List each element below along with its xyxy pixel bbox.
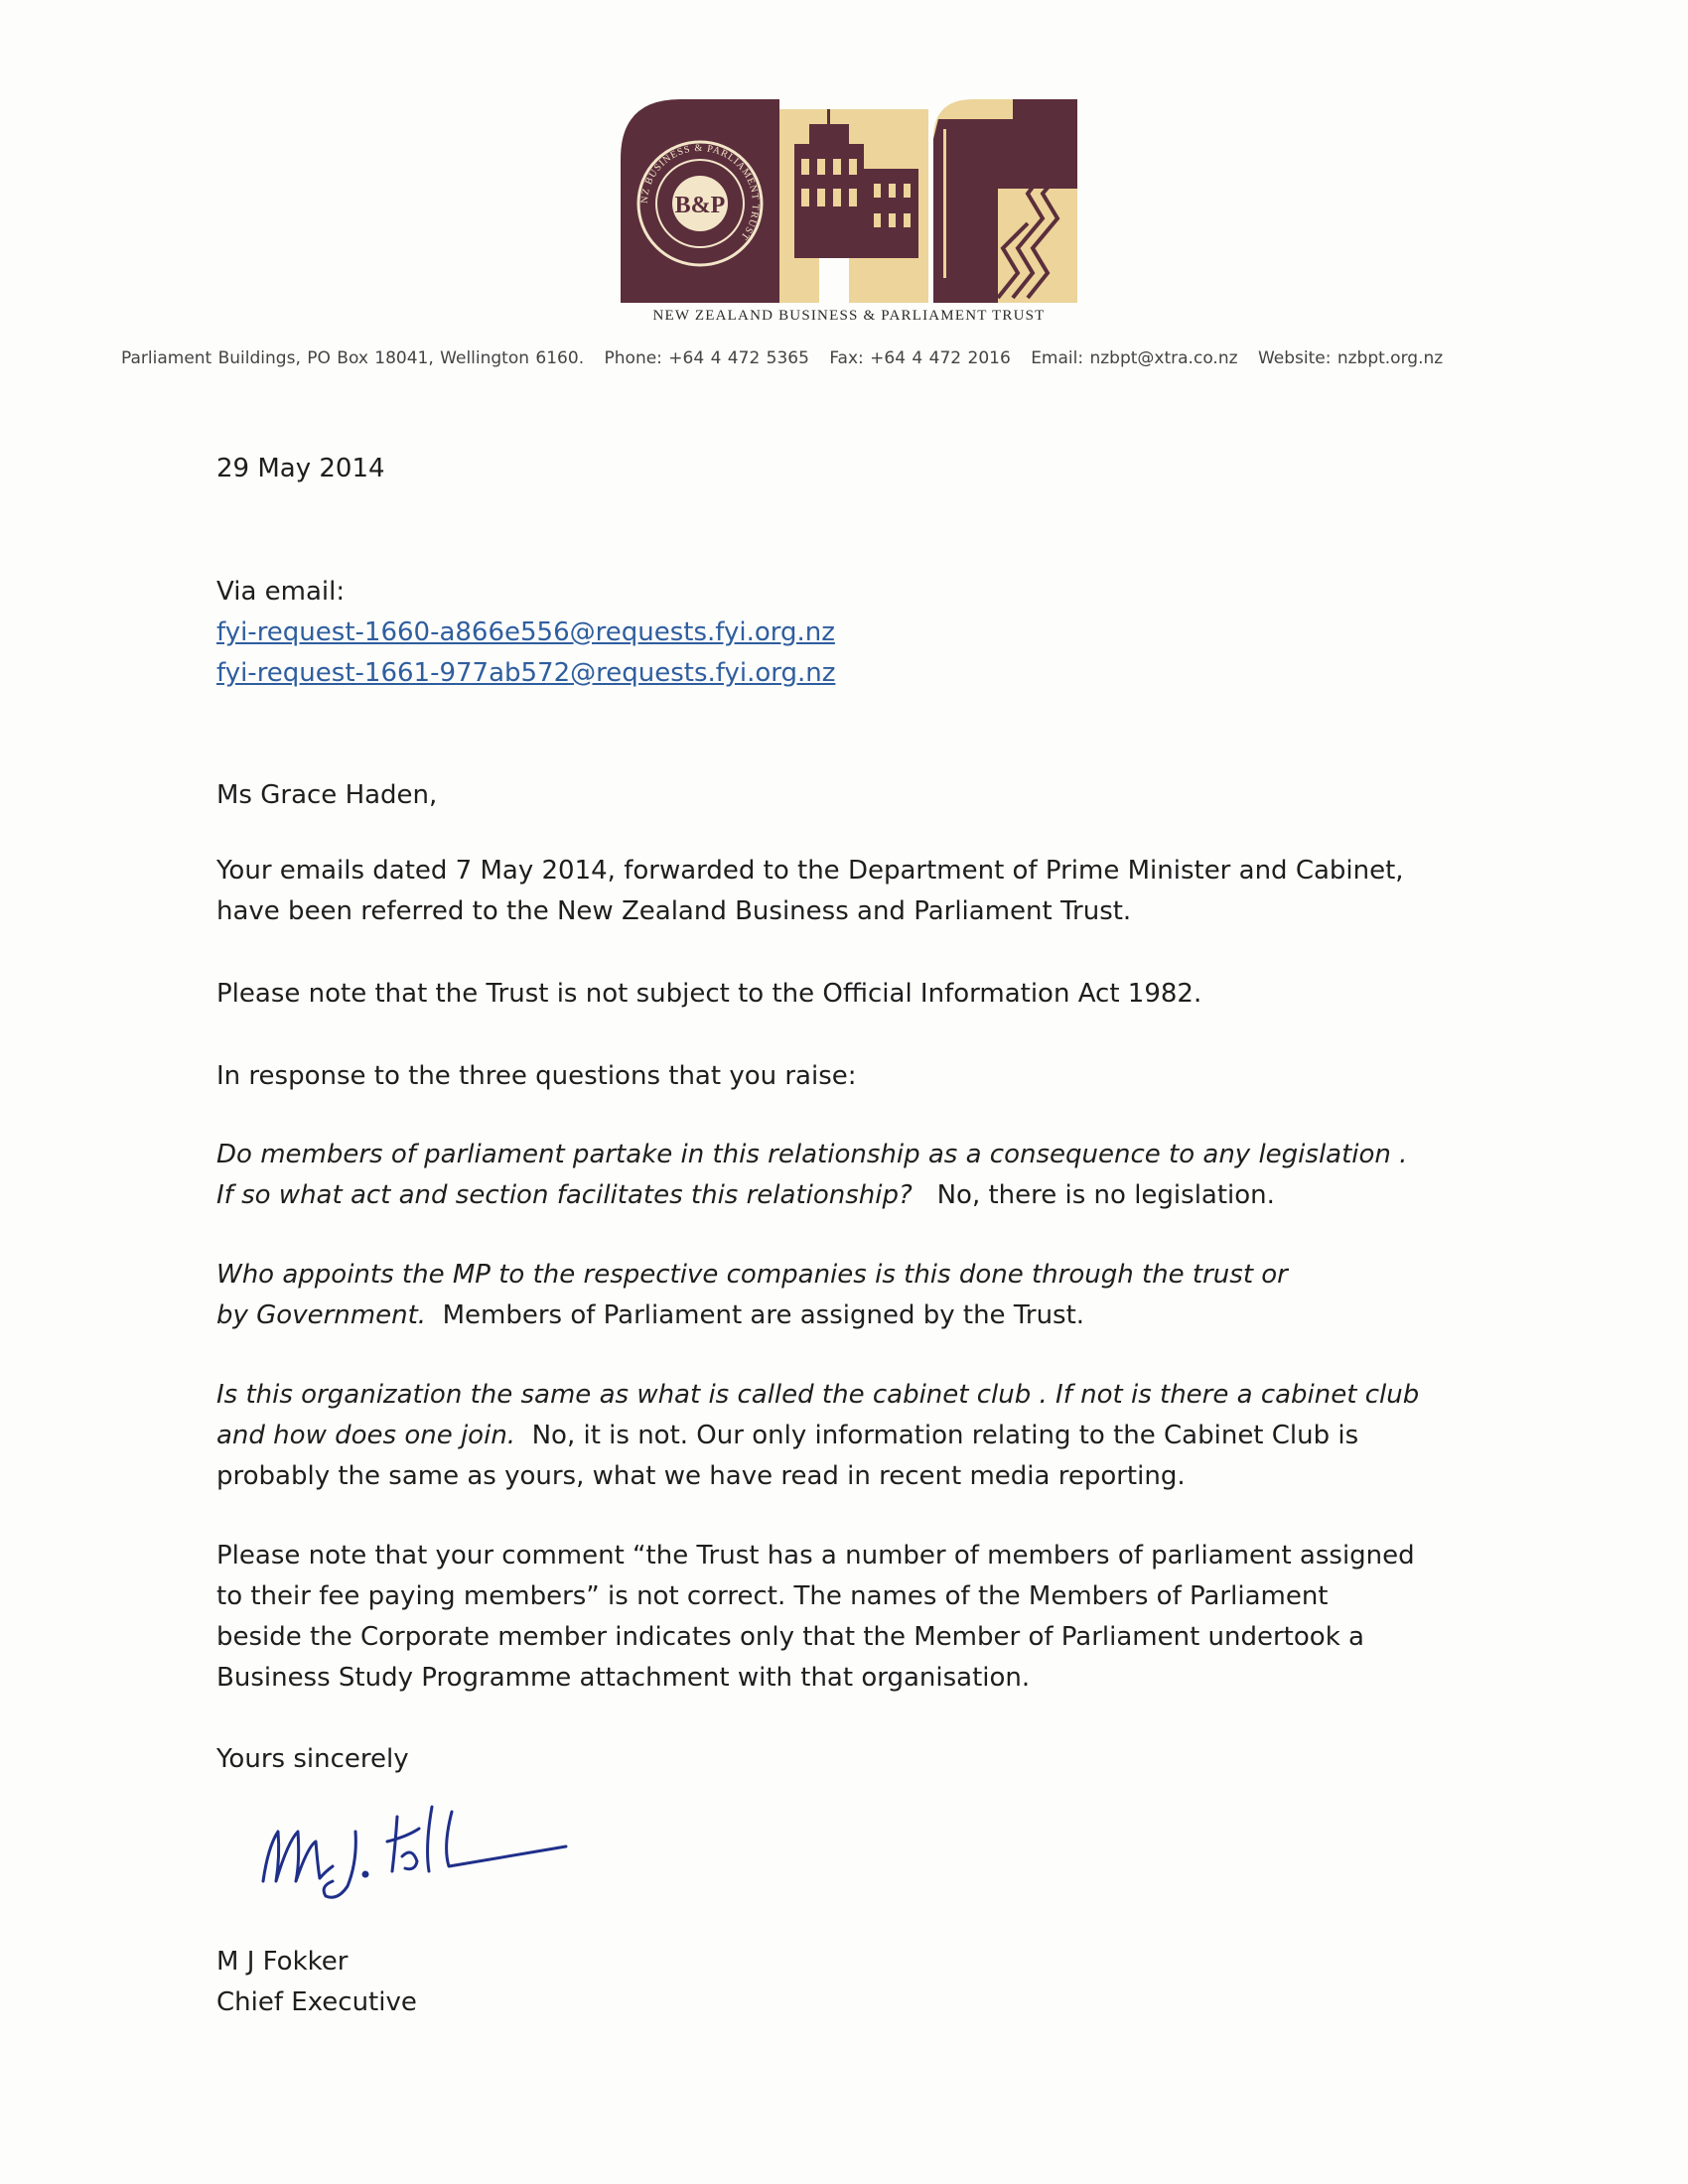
paragraph-2: Please note that the Trust is not subject to the Official Information Act 1982. <box>216 979 1202 1009</box>
salutation: Ms Grace Haden, <box>216 780 438 810</box>
paragraph-1-line-1: Your emails dated 7 May 2014, forwarded to the Department of Prime Minister and Cabinet, <box>216 856 1404 886</box>
closing: Yours sincerely <box>216 1744 409 1774</box>
answer-1: No, there is no legislation. <box>936 1180 1275 1210</box>
contact-line <box>121 348 1581 368</box>
question-2-line-2 <box>216 1295 1084 1336</box>
question-1-tail: If so what act and section facilitates this relationship? <box>216 1180 913 1210</box>
trust-name: NEW ZEALAND BUSINESS & PARLIAMENT TRUST <box>652 308 1046 324</box>
question-2-tail: by Government. <box>216 1300 427 1330</box>
signatory-name: M J Fokker <box>216 1947 349 1977</box>
question-3-line-2 <box>216 1415 1358 1456</box>
fax: Fax: +64 4 472 2016 <box>829 348 1011 368</box>
question-3-line-1: Is this organization the same as what is called the cabinet club . If not is there a cabinet club <box>216 1380 1420 1410</box>
answer-2: Members of Parliament are assigned by the Trust. <box>442 1300 1085 1330</box>
question-1-line-2 <box>216 1174 1275 1216</box>
answer-3-line-3: probably the same as yours, what we have read in recent media reporting. <box>216 1461 1186 1491</box>
question-1-line-1: Do members of parliament partake in this relationship as a consequence to any legislation . <box>216 1140 1408 1169</box>
phone: Phone: +64 4 472 5365 <box>604 348 809 368</box>
answer-3: No, it is not. Our only information relating to the Cabinet Club is <box>531 1421 1359 1450</box>
paragraph-4-line-1: Please note that your comment “the Trust has a number of members of parliament assigned <box>216 1541 1415 1570</box>
paragraph-3: In response to the three questions that you raise: <box>216 1061 857 1091</box>
signatory-title: Chief Executive <box>216 1987 417 2017</box>
question-2-line-1: Who appoints the MP to the respective companies is this done through the trust or <box>216 1260 1288 1290</box>
trust-logo <box>621 99 1077 303</box>
paragraph-1-line-2: have been referred to the New Zealand Business and Parliament Trust. <box>216 896 1132 926</box>
letter-date: 29 May 2014 <box>216 454 385 483</box>
paragraph-4-line-2: to their fee paying members” is not correct. The names of the Members of Parliament <box>216 1581 1329 1611</box>
email-link-1[interactable]: fyi-request-1660-a866e556@requests.fyi.org.nz <box>216 617 835 647</box>
email-link-2[interactable]: fyi-request-1661-977ab572@requests.fyi.org.nz <box>216 658 836 688</box>
email: Email: nzbpt@xtra.co.nz <box>1031 348 1238 368</box>
website: Website: nzbpt.org.nz <box>1257 348 1444 368</box>
via-email-label: Via email: <box>216 577 346 607</box>
address: Parliament Buildings, PO Box 18041, Wellington 6160. <box>121 348 585 368</box>
logo-monogram: B&P <box>674 193 726 218</box>
question-3-tail: and how does one join. <box>216 1421 516 1450</box>
logo-ring-text: NZ BUSINESS & PARLIAMENT TRUST <box>638 142 762 243</box>
signature <box>248 1787 596 1916</box>
paragraph-4-line-3: beside the Corporate member indicates only that the Member of Parliament undertook a <box>216 1622 1364 1652</box>
paragraph-4-line-4: Business Study Programme attachment with that organisation. <box>216 1663 1031 1693</box>
